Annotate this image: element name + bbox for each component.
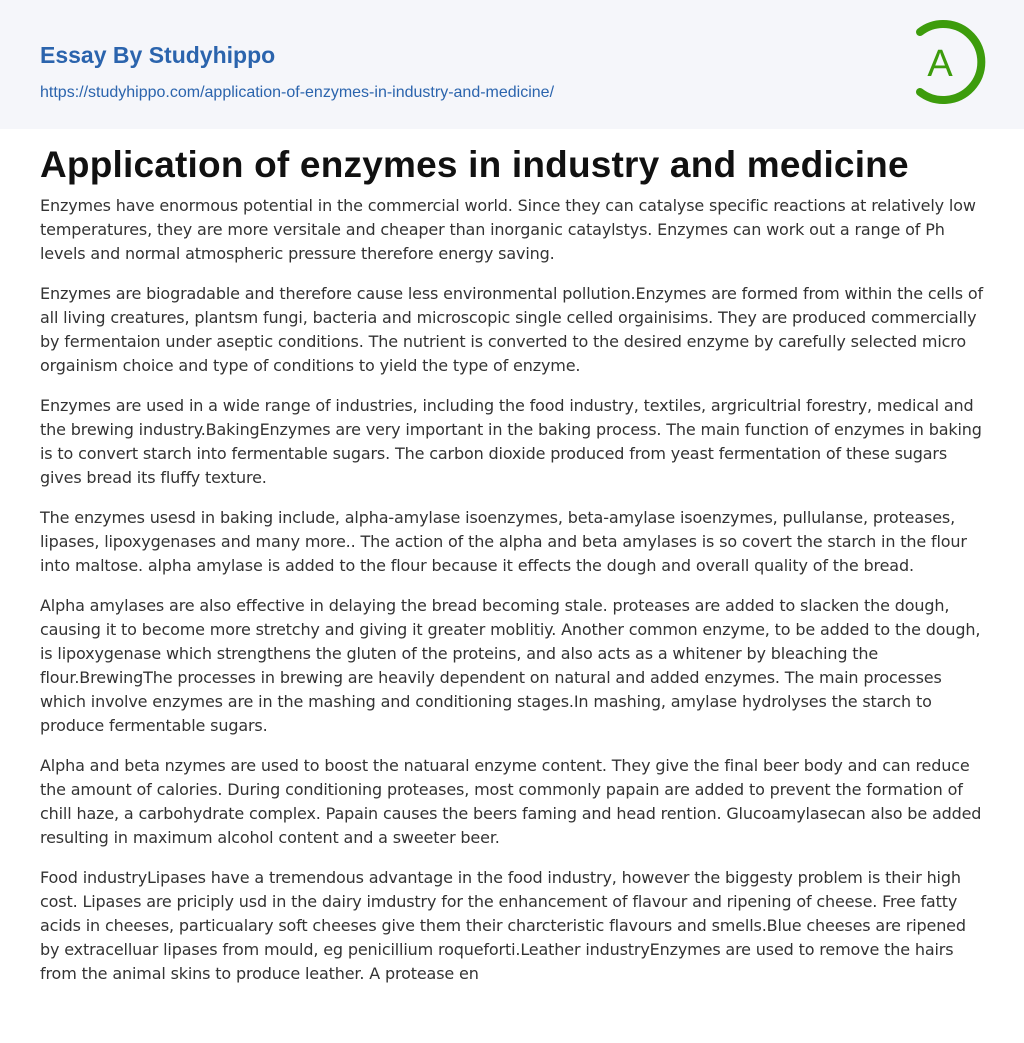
brand-name: Essay By Studyhippo [40,42,276,68]
paragraph: Enzymes have enormous potential in the commercial world. Since they can catalyse specific reactions at relatively low temperatures, they are more versitale and cheaper than inorganic cataylstys. Enzymes can work out a range of Ph levels and normal atmospheric pressure therefore energy saving. [40,196,976,263]
essay-body [40,194,990,1002]
essay-url-link[interactable]: https://studyhippo.com/application-of-enzymes-in-industry-and-medicine/ [40,84,555,101]
studyhippo-logo-icon[interactable] [912,18,988,106]
page-title: Application of enzymes in industry and medicine [40,144,909,185]
paragraph: Alpha and beta nzymes are used to boost the natuaral enzyme content. They give the final beer body and can reduce the amount of calories. During conditioning proteases, most commonly papain are added to prevent the formation of chill haze, a carbohydrate complex. Papain causes the beers faming and head rention. Glucoamylasecan also be added resulting in maximum alcohol content and a sweeter beer. [40,756,982,847]
site-header [0,0,1024,129]
paragraph: Alpha amylases are also effective in delaying the bread becoming stale. proteases are added to slacken the dough, causing it to become more stretchy and giving it greater moblitiy. Another common enzyme, to be added to the dough, is lipoxygenase which strengthens the gluten of the proteins, and also acts as a whitener by bleaching the flour.BrewingThe processes in brewing are heavily dependent on natural and added enzymes. The main processes which involve enzymes are in the mashing and conditioning stages.In mashing, amylase hydrolyses the starch to produce fermentable sugars. [40,596,981,735]
paragraph: The enzymes usesd in baking include, alpha-amylase isoenzymes, beta-amylase isoenzymes, pullulanse, proteases, lipases, lipoxygenases and many more.. The action of the alpha and beta amylases is so covert the starch in the flour into maltose. alpha amylase is added to the flour because it effects the dough and overall quality of the bread. [40,508,967,575]
paragraph: Enzymes are biogradable and therefore cause less environmental pollution.Enzymes are formed from within the cells of all living creatures, plantsm fungi, bacteria and microscopic single celled orgainisims. They are produced commercially by fermentaion under aseptic conditions. The nutrient is converted to the desired enzyme by carefully selected micro orgainism choice and type of conditions to yield the type of enzyme. [40,284,984,375]
paragraph: Food industryLipases have a tremendous advantage in the food industry, however the biggesty problem is their high cost. Lipases are priciply usd in the dairy imdustry for the enhancement of flavour and ripening of cheese. Free fatty acids in cheeses, particualary soft cheeses give them their charcteristic flavours and smells.Blue cheeses are ripened by extracelluar lipases from mould, eg penicillium roqueforti.Leather industryEnzymes are used to remove the hairs from the animal skins to produce leather. A protease en [40,868,966,983]
paragraph: Enzymes are used in a wide range of industries, including the food industry, textiles, argricultrial forestry, medical and the brewing industry.BakingEnzymes are very important in the baking process. The main function of enzymes in baking is to convert starch into fermentable sugars. The carbon dioxide produced from yeast fermentation of these sugars gives bread its fluffy texture. [40,396,982,487]
svg-text:A: A [927,43,953,85]
